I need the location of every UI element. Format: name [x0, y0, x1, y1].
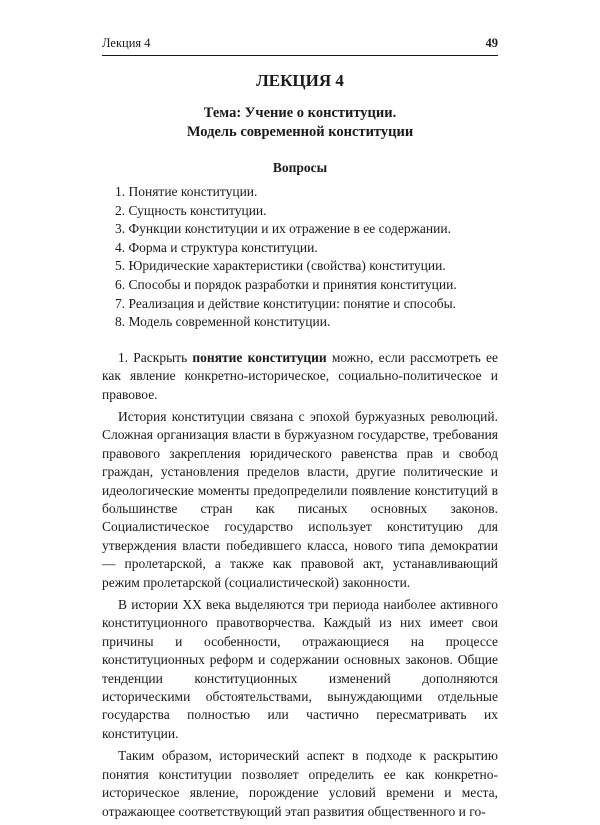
question-item: 6. Способы и порядок разработки и принятия конституции.	[115, 276, 457, 292]
header-rule	[102, 55, 498, 56]
lecture-title: ЛЕКЦИЯ 4	[256, 71, 344, 90]
question-item: 1. Понятие конституции.	[115, 184, 258, 199]
lecture-topic	[102, 104, 498, 142]
paragraph-3: В истории XX века выделяются три периода наиболее активного конституционного правотворчества. Каждый из них имеет свои причины и особенности, отражающиеся на процессе конституционных реформ и содержании основных законов. Общие тенденции конституционных изменений дополняются историческими обстоятельствами, вынуждающими отдельные государства полностью или частично пересматривать их конституции.	[102, 597, 498, 741]
body-text	[102, 349, 498, 821]
p1-rest: можно, если рассмотреть ее как явление конкретно-историческое, социально-политическое и правовое.	[102, 349, 498, 402]
question-item: 8. Модель современной конституции.	[115, 314, 331, 330]
paragraph-4: Таким образом, исторический аспект в подходе к раскрытию понятия конституции позволяет определить ее как конкретно-историческое явление, порождение условий времени и места, отражающее соответствующий этап развития общественного и го-	[102, 748, 498, 819]
running-head	[102, 36, 498, 51]
question-item: 3. Функции конституции и их отражение в ее содержании.	[115, 221, 451, 237]
question-item: 4. Форма и структура конституции.	[115, 239, 318, 255]
page-content	[102, 70, 498, 825]
p1-term: понятие конституции	[192, 349, 327, 365]
paragraph-1	[102, 349, 498, 404]
paragraph-2: История конституции связана с эпохой буржуазных революций. Сложная организация власти в буржуазном государстве, требования правового закрепления юридического равенства прав и свобод граждан, установления пределов власти, другие политические и идеологические моменты предопределили появление конституций в большинстве стран как писаных основных законов. Социалистическое государство использует конституцию для утверждения власти победившего класса, нового типа демократии — пролетарской, а также как правовой акт, устанавливающий режим пролетарской (социалистической) законности.	[102, 408, 498, 590]
p1-lead: 1. Раскрыть	[118, 349, 193, 365]
page-number: 49	[485, 36, 498, 50]
questions-heading: Вопросы	[272, 160, 328, 175]
questions-list	[102, 183, 498, 332]
question-item: 2. Сущность конституции.	[115, 202, 267, 218]
topic-line-1: Тема: Учение о конституции.	[203, 105, 397, 121]
topic-line-2: Модель современной конституции	[186, 124, 414, 140]
question-item: 5. Юридические характеристики (свойства) конституции.	[115, 258, 446, 274]
running-head-section: Лекция 4	[102, 36, 151, 50]
question-item: 7. Реализация и действие конституции: понятие и способы.	[115, 295, 457, 311]
